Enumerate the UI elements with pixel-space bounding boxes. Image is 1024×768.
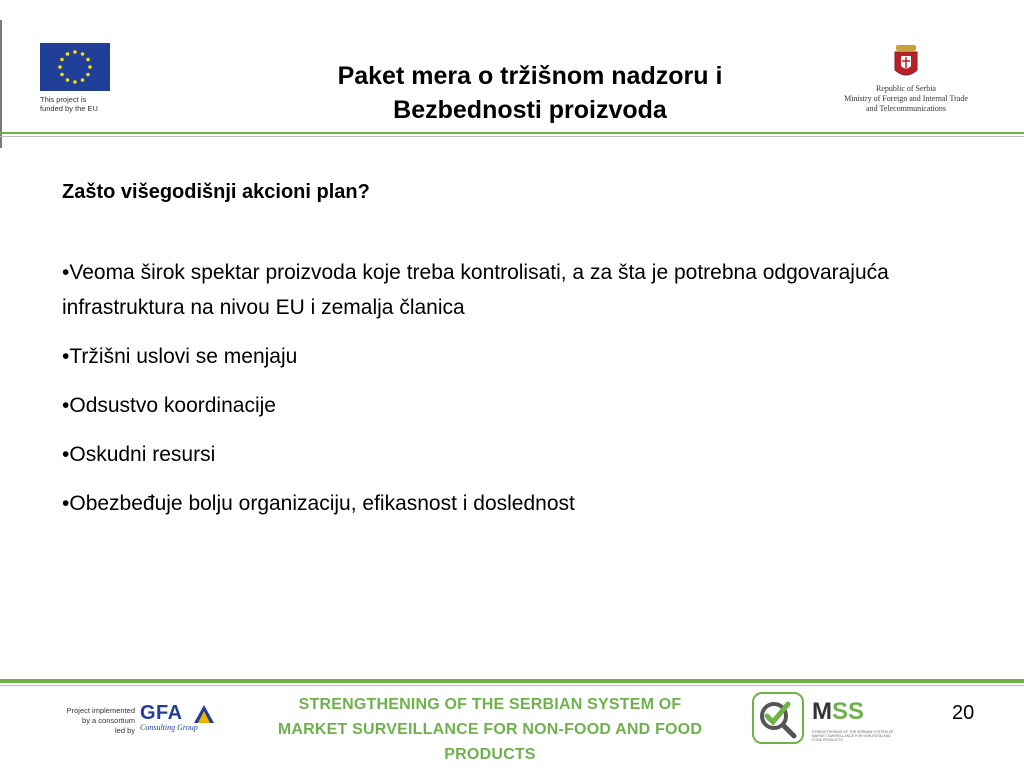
eu-star (58, 65, 62, 69)
project-banner (240, 692, 740, 767)
ministry-line: and Telecommunications (866, 104, 946, 113)
eu-star (60, 73, 64, 77)
header-divider (0, 132, 1024, 134)
serbia-crest-icon (893, 42, 919, 82)
eu-star (60, 58, 64, 62)
title-line: Paket mera o tržišnom nadzoru i (337, 62, 723, 90)
mss-logo-text: MSS (812, 698, 865, 725)
eu-star (86, 58, 90, 62)
bullet-item: • Odsustvo koordinacije (62, 388, 952, 423)
consortium-caption (52, 706, 135, 736)
eu-star (88, 65, 92, 69)
gfa-logo-text: GFA (140, 702, 183, 724)
eu-star (66, 52, 70, 56)
consortium-line: Project implemented (66, 706, 135, 715)
consortium-line: by a consortium (82, 716, 135, 725)
bullet-item: • Oskudni resursi (62, 437, 952, 472)
bullet-item: • Tržišni uslovi se menjaju (62, 339, 952, 374)
eu-caption-line: funded by the EU (40, 104, 98, 113)
eu-star (66, 78, 70, 82)
slide-subtitle: Zašto višegodišnji akcioni plan? (62, 181, 370, 203)
eu-caption (40, 95, 112, 113)
mss-logo (752, 690, 902, 750)
eu-star (73, 80, 77, 84)
serbia-ministry-logo (836, 42, 976, 114)
eu-logo (40, 43, 112, 113)
eu-star (73, 50, 77, 54)
consortium-line: led by (114, 726, 135, 735)
ministry-caption (836, 84, 976, 114)
eu-star (81, 52, 85, 56)
eu-caption-line: This project is (40, 95, 87, 104)
footer-divider-thin (0, 685, 1024, 686)
left-edge-bar (0, 20, 2, 148)
gfa-logo-icon (194, 705, 214, 723)
eu-flag-icon (40, 43, 110, 91)
footer-divider (0, 679, 1024, 683)
banner-line: MARKET SURVEILLANCE FOR NON-FOOD AND FOOD PRODUCTS (277, 721, 703, 763)
gfa-logo-subtitle: Consulting Group (140, 723, 198, 732)
eu-star (86, 73, 90, 77)
page-number: 20 (952, 702, 975, 724)
ministry-line: Ministry of Foreign and Internal Trade (844, 94, 968, 103)
bullet-list (62, 255, 952, 535)
banner-line: STRENGTHENING OF THE SERBIAN SYSTEM OF (298, 696, 682, 713)
ministry-line: Republic of Serbia (876, 84, 936, 93)
mss-tagline: STRENGTHENING OF THE SERBIAN SYSTEM OF MARKET SURVEILLANCE FOR NON-FOOD AND FOOD PRODUCTS (812, 730, 894, 742)
mss-logo-icon (752, 692, 804, 744)
eu-star (81, 78, 85, 82)
bullet-item: • Obezbeđuje bolju organizaciju, efikasnost i doslednost (62, 486, 952, 521)
bullet-item: • Veoma širok spektar proizvoda koje treba kontrolisati, a za šta je potrebna odgovarajuća infrastruktura na nivou EU i zemalja članica (62, 255, 952, 325)
page-title (190, 59, 870, 127)
header-divider-thin (0, 136, 1024, 137)
title-line: Bezbednosti proizvoda (393, 96, 667, 124)
gfa-logo (140, 702, 198, 732)
